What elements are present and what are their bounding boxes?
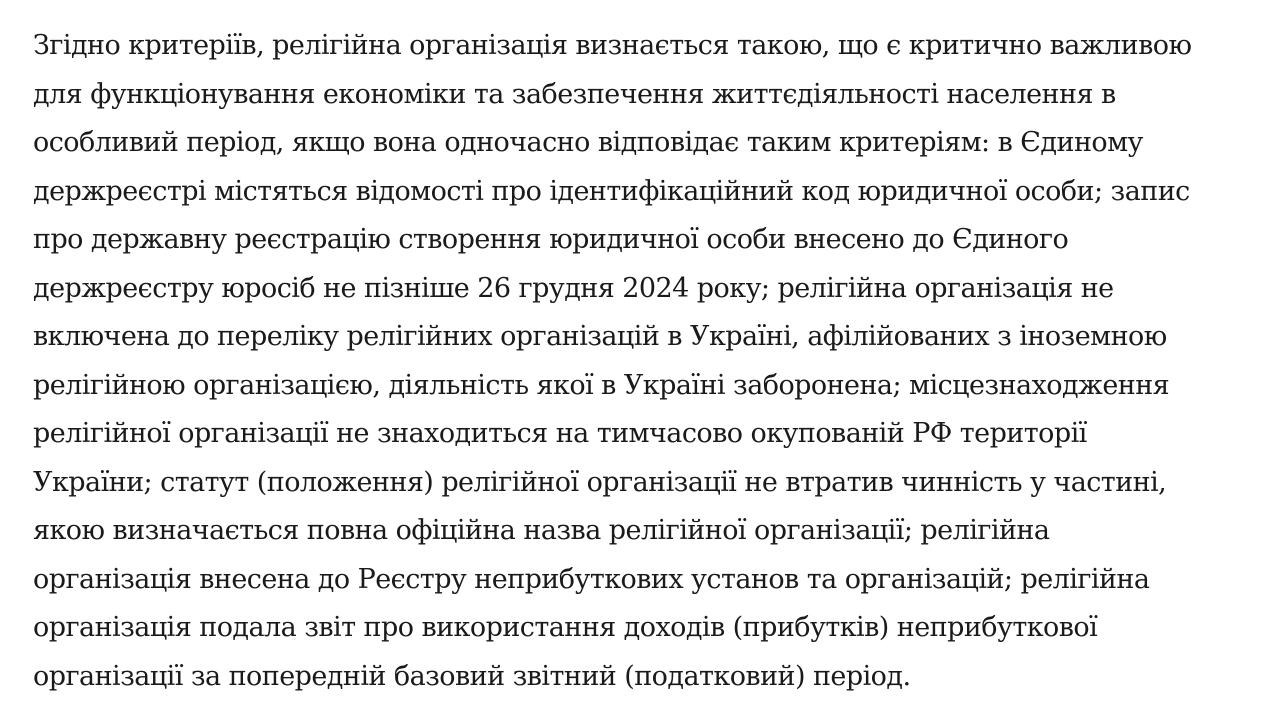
paragraph-line: держреєстру юросіб не пізніше 26 грудня 2024 року; релігійна організація не [33, 272, 1114, 304]
paragraph-line: якою визначається повна офіційна назва релігійної організації; релігійна [33, 515, 1050, 546]
paragraph-line: про державну реєстрацію створення юридичної особи внесено до Єдиного [33, 224, 1069, 255]
paragraph-line: релігійною організацією, діяльність якої в Україні заборонена; місцезнаходження [33, 369, 1170, 401]
paragraph-line: включена до переліку релігійних організацій в Україні, афілійованих з іноземною [33, 321, 1167, 352]
paragraph-line: України; статут (положення) релігійної організації не втратив чинність у частині, [33, 466, 1167, 498]
paragraph-line: для функціонування економіки та забезпечення життєдіяльності населення в [33, 78, 1116, 110]
paragraph-line: організації за попередній базовий звітний (податковий) період. [33, 660, 911, 692]
article-paragraph [33, 22, 1263, 701]
paragraph-line: держреєстрі містяться відомості про ідентифікаційний код юридичної особи; запис [33, 175, 1190, 207]
paragraph-line: особливий період, якщо вона одночасно відповідає таким критеріям: в Єдиному [33, 127, 1143, 158]
paragraph-line: Згідно критеріїв, релігійна організація визнається такою, що є критично важливою [33, 30, 1192, 61]
paragraph-line: релігійної організації не знаходиться на тимчасово окупованій РФ території [33, 418, 1087, 449]
paragraph-line: організація подала звіт про використання доходів (прибутків) неприбуткової [33, 612, 1098, 643]
paragraph-line: організація внесена до Реєстру неприбуткових установ та організацій; релігійна [33, 563, 1150, 595]
